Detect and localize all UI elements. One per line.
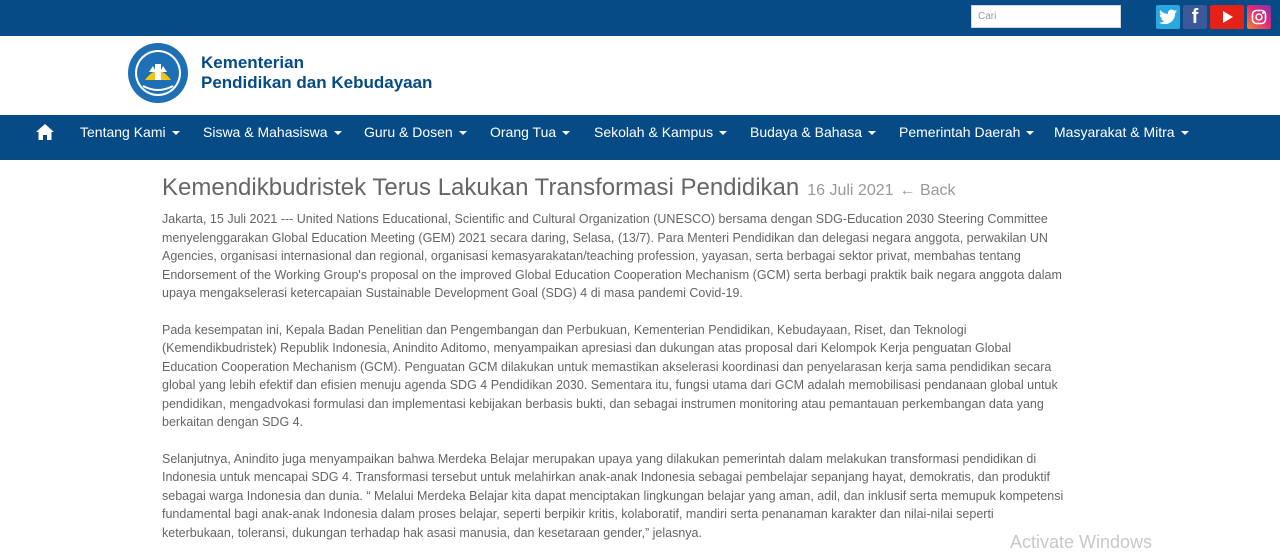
- nav-item-budaya-bahasa[interactable]: [750, 115, 876, 160]
- article-date: 16 Juli 2021: [807, 182, 894, 199]
- nav-item-guru-dosen[interactable]: [364, 115, 467, 160]
- article-title: Kemendikbudristek Terus Lakukan Transformasi Pendidikan: [162, 174, 800, 201]
- caret-down-icon: [1026, 131, 1034, 135]
- nav-label: Sekolah & Kampus: [594, 124, 714, 140]
- twitter-icon[interactable]: [1156, 5, 1180, 29]
- article-header: [162, 174, 1072, 204]
- nav-label: Tentang Kami: [80, 124, 166, 140]
- site-header: [0, 36, 1280, 115]
- instagram-icon[interactable]: [1247, 5, 1271, 29]
- article-paragraph: Jakarta, 15 Juli 2021 --- United Nations Educational, Scientific and Cultural Organization (UNESCO) bersama dengan SDG-Education 2030 Steering Committee menyelenggarakan Global Education Meeting (GEM) 2021 secara daring, Selasa, (13/7). Para Menteri Pendidikan dan delegasi negara anggota, perwakilan UN Agencies, organisasi internasional dan regional, organisasi kemasyarakatan/teaching profession, yayasan, serta berbagai sektor privat, membahas tentang Endorsement of the Working Group's proposal on the improved Global Education Cooperation Mechanism (GCM) serta berbagi praktik baik negara anggota dalam upaya mengakselerasi ketercapaian Sustainable Development Goal (SDG) 4 di masa pandemi Covid-19.: [162, 212, 1062, 300]
- tut-wuri-handayani-logo[interactable]: [127, 42, 189, 104]
- nav-item-siswa-mahasiswa[interactable]: [203, 115, 342, 160]
- activate-windows-watermark: Activate Windows: [1010, 532, 1153, 552]
- back-link[interactable]: ← Back: [899, 182, 956, 199]
- nav-label: Siswa & Mahasiswa: [203, 124, 328, 140]
- article-paragraph: Pada kesempatan ini, Kepala Badan Penelitian dan Pengembangan dan Perbukuan, Kementerian Pendidikan, Kebudayaan, Riset, dan Teknologi (Kemendikbudristek) Republik Indonesia, Anindito Aditomo, menyampaikan apresiasi dan dukungan atas proposal dari Kelompok Kerja penguatan Global Education Cooperation Mechanism (GCM). Penguatan GCM dilakukan untuk memastikan akselerasi koordinasi dan penyelarasan kerja sama pendidikan secara global yang lebih efektif dan efisien menuju agenda SDG 4 Pendidikan 2030. Sementara itu, fungsi utama dari GCM adalah memobilisasi pendanaan global untuk pendidikan, mengadvokasi formulasi dan implementasi kebijakan berbasis bukti, dan sebagai instrumen monitoring atau pemantauan perkembangan data yang berkaitan dengan SDG 4.: [162, 322, 1058, 429]
- nav-item-masyarakat-mitra[interactable]: [1054, 115, 1189, 160]
- youtube-icon[interactable]: [1210, 5, 1244, 29]
- nav-item-sekolah-kampus[interactable]: [594, 115, 727, 160]
- caret-down-icon: [172, 131, 180, 135]
- brand-name[interactable]: [201, 53, 432, 93]
- nav-label: Budaya & Bahasa: [750, 124, 863, 140]
- article-paragraph: Selanjutnya, Anindito juga menyampaikan bahwa Merdeka Belajar merupakan upaya yang dilakukan pemerintah dalam melakukan transformasi pendidikan di Indonesia untuk mencapai SDG 4. Transformasi tersebut untuk melahirkan anak-anak Indonesia sebagai pembelajar sepanjang hayat, demokratis, dan produktif sebagai warga Indonesia dan dunia. “ Melalui Merdeka Belajar kita dapat menciptakan lingkungan belajar yang aman, adil, dan inklusif serta memupuk kompetensi fundamental bagi anak-anak Indonesia dalam proses belajar, seperti berpikir kritis, kolaboratif, mandiri serta penanaman karakter dan nilai-nilai seperti keterbukaan, toleransi, dukungan terhadap hak asasi manusia, dan kesetaraan gender,” jelasnya.: [162, 451, 1064, 540]
- nav-item-orang-tua[interactable]: [490, 115, 570, 160]
- caret-down-icon: [459, 131, 467, 135]
- nav-item-pemerintah-daerah[interactable]: [899, 115, 1034, 160]
- brand-line-1: Kementerian: [201, 53, 304, 72]
- article: [162, 160, 1072, 542]
- main-nav: [0, 115, 1280, 160]
- brand-line-2: Pendidikan dan Kebudayaan: [201, 73, 433, 92]
- nav-label: Orang Tua: [490, 124, 557, 140]
- search-input[interactable]: [971, 5, 1121, 28]
- facebook-icon[interactable]: f: [1183, 5, 1207, 29]
- caret-down-icon: [334, 131, 342, 135]
- caret-down-icon: [719, 131, 727, 135]
- home-icon[interactable]: [35, 123, 55, 145]
- caret-down-icon: [868, 131, 876, 135]
- caret-down-icon: [562, 131, 570, 135]
- nav-label: Pemerintah Daerah: [899, 124, 1021, 140]
- nav-item-tentang-kami[interactable]: [80, 115, 180, 160]
- nav-label: Guru & Dosen: [364, 124, 453, 140]
- top-bar: [0, 0, 1280, 36]
- caret-down-icon: [1181, 131, 1189, 135]
- nav-label: Masyarakat & Mitra: [1054, 124, 1175, 140]
